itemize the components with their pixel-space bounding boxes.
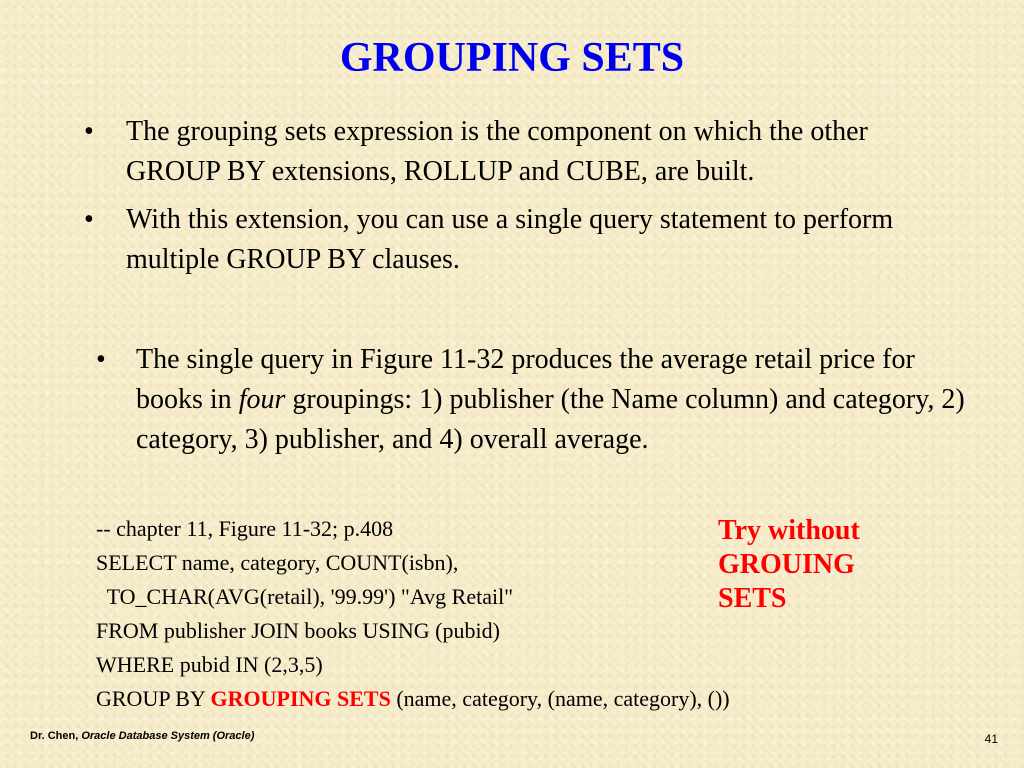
bullet-marker: •	[96, 344, 106, 375]
code-comment: -- chapter 11, Figure 11-32; p.408	[96, 516, 394, 541]
bullet-list	[84, 112, 924, 288]
code-group-by-suffix: (name, category, (name, category), ())	[390, 686, 730, 711]
bullet-text: With this extension, you can use a single query statement to perform multiple GROUP BY clauses.	[126, 204, 894, 275]
bullet-text-after: groupings: 1) publisher (the Name column) and category, 2) category, 3) publisher, and 4) overall average.	[136, 384, 965, 455]
footer-credit	[30, 730, 254, 742]
bullet-text: The grouping sets expression is the component on which the other GROUP BY extensions, ROLLUP and CUBE, are built.	[126, 116, 868, 187]
code-group-by-prefix: GROUP BY	[96, 686, 211, 711]
bullet-item	[84, 200, 924, 280]
bullet-marker: •	[84, 204, 94, 235]
code-select: SELECT name, category, COUNT(isbn),	[96, 550, 459, 575]
code-select-cont: TO_CHAR(AVG(retail), '99.99') "Avg Retail"	[96, 584, 514, 609]
code-grouping-sets-keyword: GROUPING SETS	[210, 686, 391, 711]
bullet-text-emphasis: four	[238, 384, 286, 415]
footer-author: Dr. Chen,	[30, 730, 82, 742]
note-line: GROUING	[718, 549, 855, 580]
bullet-item	[84, 112, 924, 192]
footer-course: Oracle Database System (Oracle)	[81, 730, 255, 742]
code-from: FROM publisher JOIN books USING (pubid)	[96, 618, 500, 643]
code-where: WHERE pubid IN (2,3,5)	[96, 652, 323, 677]
note-line: Try without	[718, 515, 860, 546]
bullet-text-before: The single query in Figure 11-32 produces the average retail price for books in	[136, 344, 915, 415]
bullet-marker: •	[84, 116, 94, 147]
code-group-by	[96, 682, 976, 716]
bullet-item-figure	[96, 340, 966, 460]
slide-title: GROUPING SETS	[339, 35, 685, 81]
page-number: 41	[984, 732, 998, 746]
try-without-note	[718, 514, 938, 616]
note-line: SETS	[718, 583, 787, 614]
